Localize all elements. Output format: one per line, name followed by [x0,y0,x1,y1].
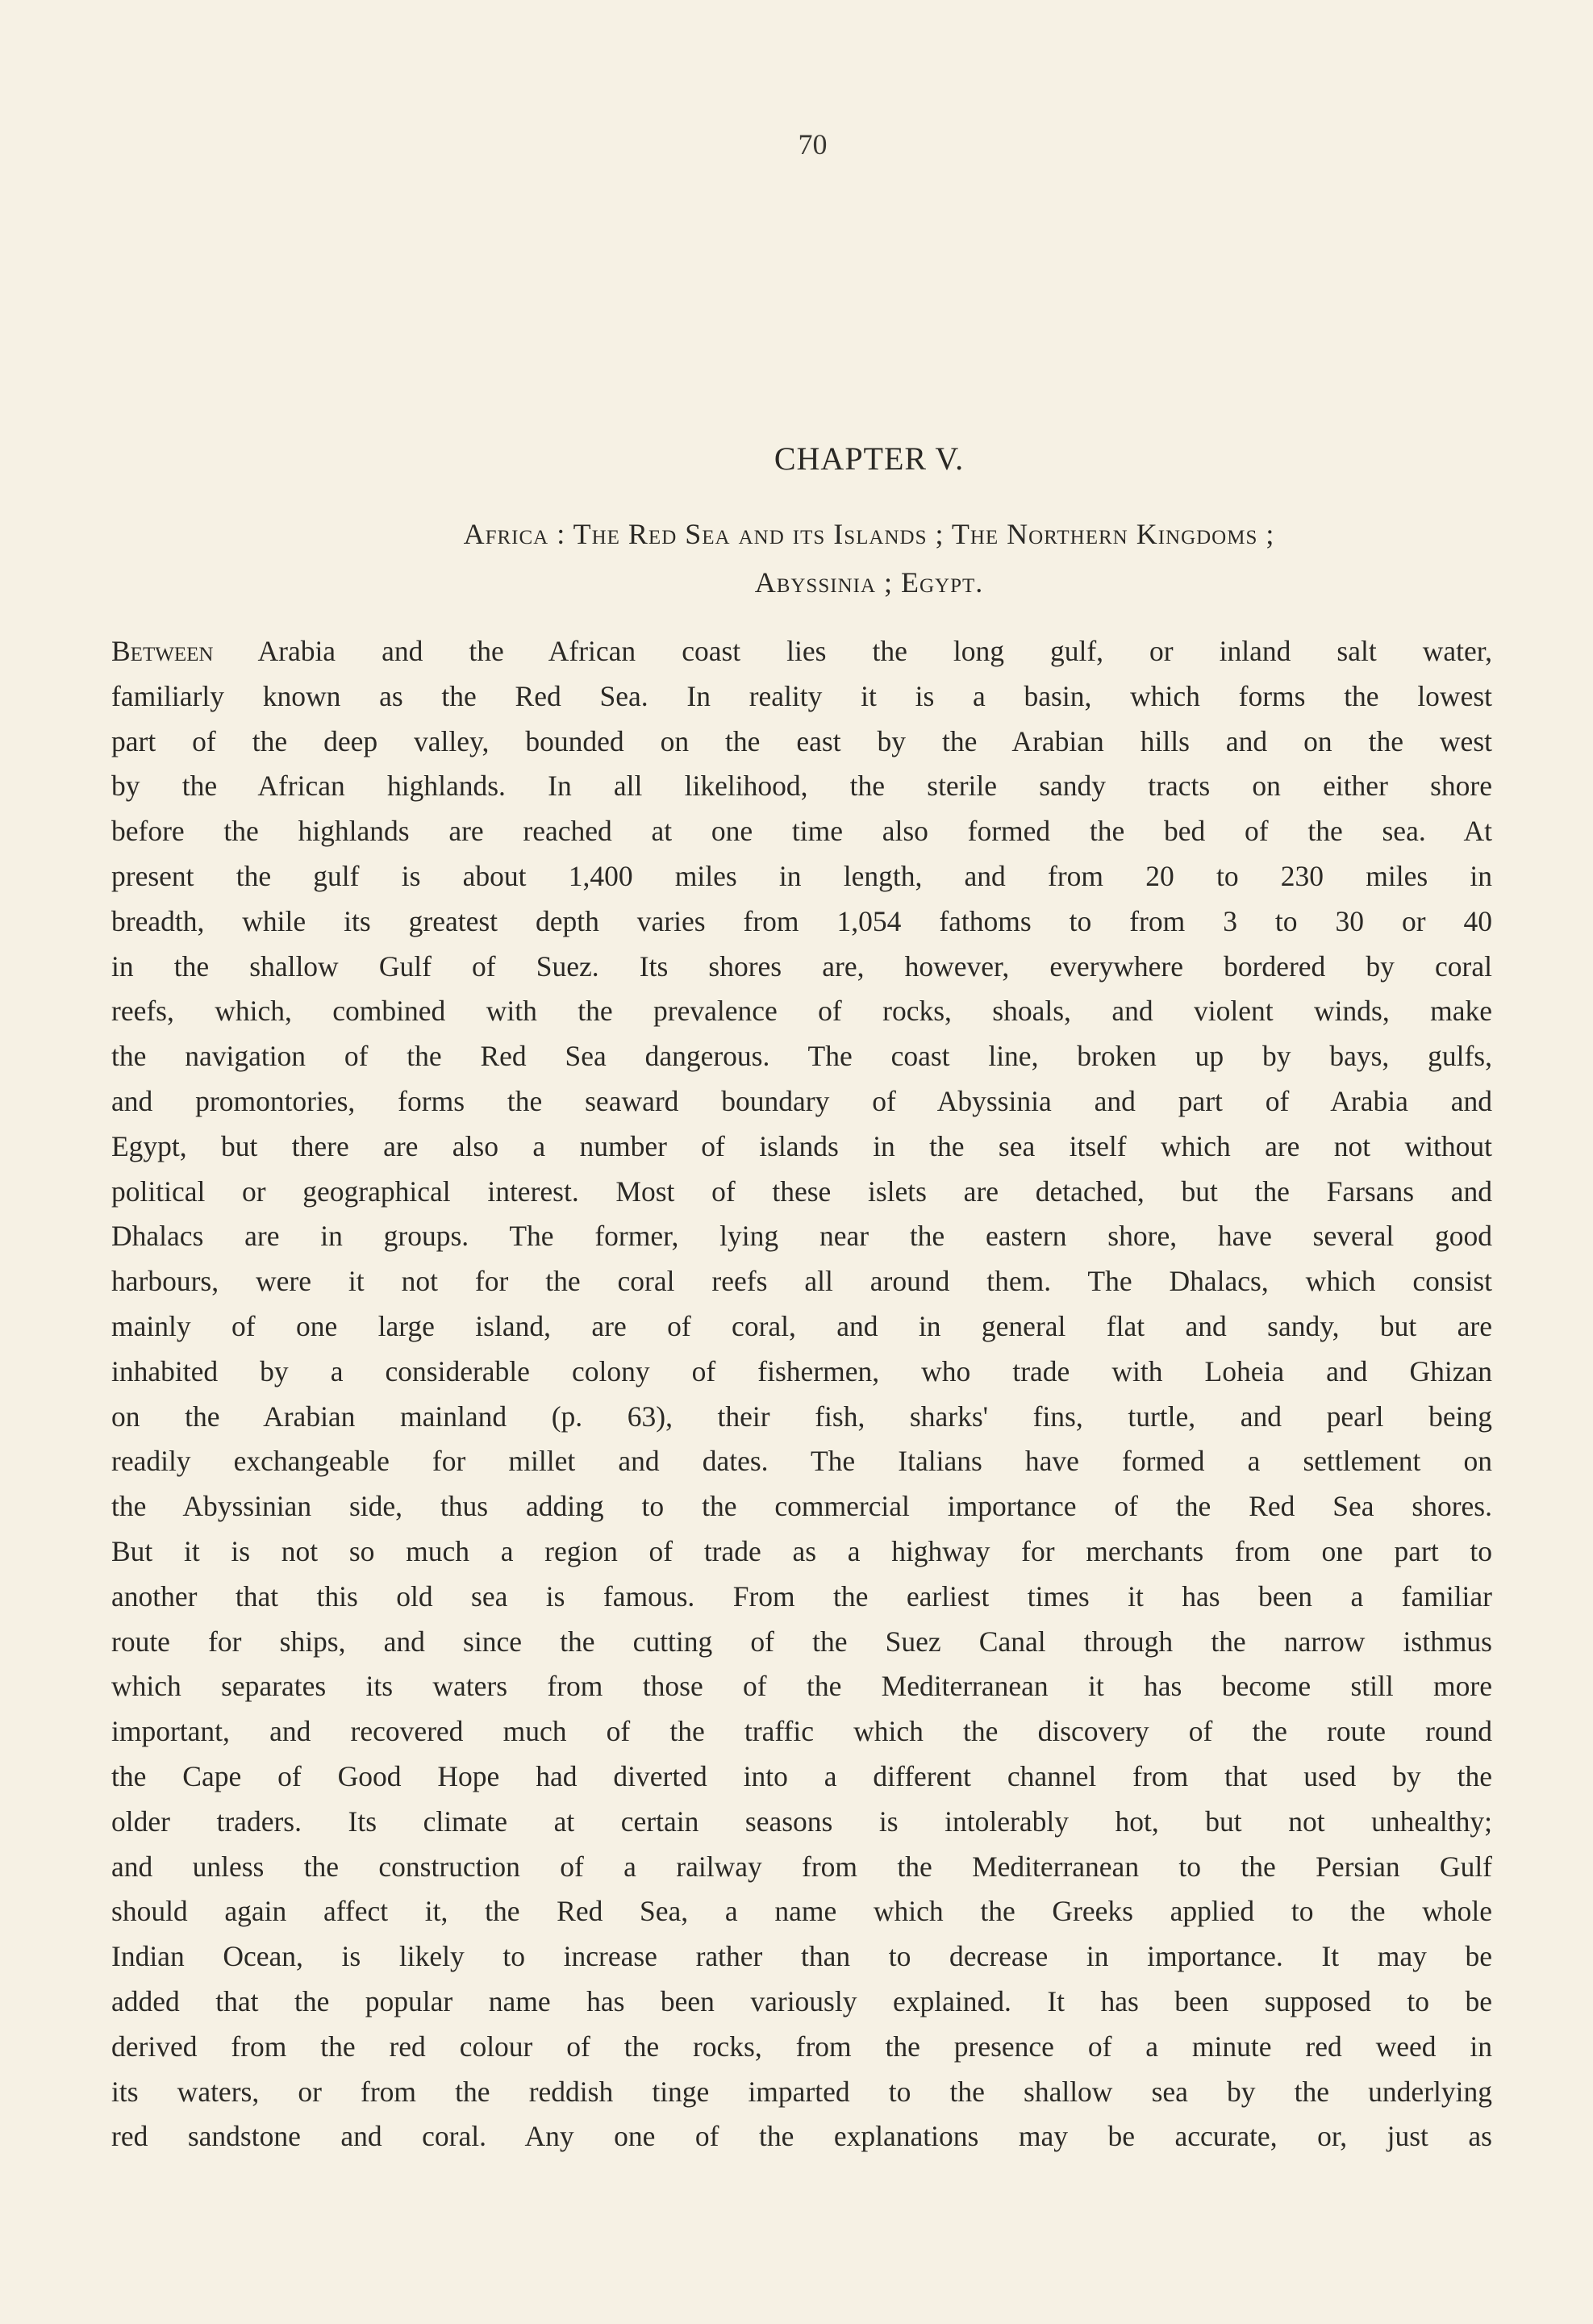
paragraph-line: should again affect it, the Red Sea, a name which the Greeks applied to the whole [111,1895,1492,1928]
paragraph-line: Egypt, but there are also a number of islands in the sea itself which are not without [111,1129,1492,1162]
paragraph-line: important, and recovered much of the traffic which the discovery of the route round [111,1715,1492,1748]
subtitle-line: Africa : The Red Sea and its Islands ; The Northern Kingdoms ; [463,518,1275,550]
body-paragraph [111,629,1492,2159]
paragraph-line: the navigation of the Red Sea dangerous. The coast line, broken up by bays, gulfs, [111,1040,1492,1073]
lead-word: Between [111,635,214,667]
paragraph-line: reefs, which, combined with the prevalence of rocks, shoals, and violent winds, make [111,995,1492,1028]
page-number: 70 [798,128,828,161]
subtitle-line: Abyssinia ; Egypt. [754,566,984,599]
paragraph-line: harbours, were it not for the coral reefs all around them. The Dhalacs, which consist [111,1265,1492,1298]
paragraph-line: another that this old sea is famous. From the earliest times it has been a familiar [111,1579,1492,1613]
paragraph-line: in the shallow Gulf of Suez. Its shores are, however, everywhere bordered by coral [111,949,1492,983]
paragraph-line: and unless the construction of a railway from the Mediterranean to the Persian Gulf [111,1850,1492,1883]
paragraph-line: part of the deep valley, bounded on the east by the Arabian hills and on the west [111,724,1492,757]
paragraph-line: on the Arabian mainland (p. 63), their fish, sharks' fins, turtle, and pearl being [111,1400,1492,1433]
paragraph-line: readily exchangeable for millet and dates. The Italians have formed a settlement on [111,1445,1492,1478]
paragraph-line: Indian Ocean, is likely to increase rather than to decrease in importance. It may be [111,1940,1492,1973]
paragraph-line: the Abyssinian side, thus adding to the commercial importance of the Red Sea shores. [111,1490,1492,1523]
paragraph-line: Dhalacs are in groups. The former, lying near the eastern shore, have several good [111,1220,1492,1253]
paragraph-line: older traders. Its climate at certain seasons is intolerably hot, but not unhealthy; [111,1805,1492,1838]
paragraph-line: derived from the red colour of the rocks, from the presence of a minute red weed in [111,2030,1492,2063]
paragraph-line: familiarly known as the Red Sea. In reality it is a basin, which forms the lowest [111,679,1492,712]
paragraph-line-text: Arabia and the African coast lies the long gulf, or inland salt water, [213,635,1492,667]
paragraph-line: and promontories, forms the seaward boundary of Abyssinia and part of Arabia and [111,1084,1492,1117]
paragraph-line: But it is not so much a region of trade as a highway for merchants from one part to [111,1534,1492,1567]
chapter-subtitle [0,510,1593,607]
paragraph-line: present the gulf is about 1,400 miles in length, and from 20 to 230 miles in [111,859,1492,892]
paragraph-line: before the highlands are reached at one time also formed the bed of the sea. At [111,815,1492,848]
paragraph-line: route for ships, and since the cutting of the Suez Canal through the narrow isthmus [111,1625,1492,1658]
paragraph-line: mainly of one large island, are of coral, and in general flat and sandy, but are [111,1309,1492,1342]
paragraph-line: added that the popular name has been variously explained. It has been supposed to be [111,1984,1492,2017]
paragraph-line: which separates its waters from those of the Mediterranean it has become still more [111,1670,1492,1703]
paragraph-line: by the African highlands. In all likelihood, the sterile sandy tracts on either shore [111,770,1492,803]
paragraph-line: breadth, while its greatest depth varies from 1,054 fathoms to from 3 to 30 or 40 [111,904,1492,937]
chapter-title: CHAPTER V. [774,440,965,477]
paragraph-line: red sandstone and coral. Any one of the explanations may be accurate, or, just as [111,2120,1492,2153]
paragraph-line: political or geographical interest. Most of these islets are detached, but the Farsans and [111,1175,1492,1208]
paragraph-line: inhabited by a considerable colony of fishermen, who trade with Loheia and Ghizan [111,1354,1492,1387]
paragraph-line: its waters, or from the reddish tinge imparted to the shallow sea by the underlying [111,2075,1492,2108]
paragraph-line: the Cape of Good Hope had diverted into a different channel from that used by the [111,1759,1492,1792]
paragraph-line [111,629,1492,674]
